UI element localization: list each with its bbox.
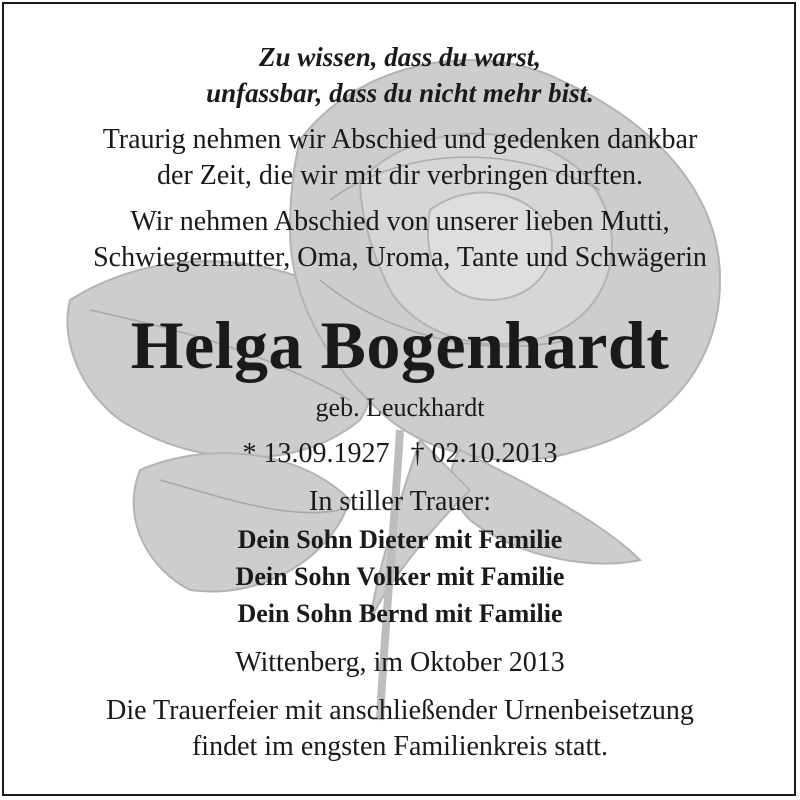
mourner-1: Dein Sohn Dieter mit Familie — [237, 525, 563, 554]
intro-line-2: der Zeit, die wir mit dir verbringen durften. — [157, 160, 643, 191]
place-date: Wittenberg, im Oktober 2013 — [235, 647, 565, 678]
mourning-heading: In stiller Trauer: — [309, 486, 491, 517]
funeral-line-1: Die Trauerfeier mit anschließender Urnenbeisetzung — [106, 695, 694, 726]
life-dates: * 13.09.1927 † 02.10.2013 — [242, 438, 558, 469]
deceased-name: Helga Bogenhardt — [130, 307, 670, 383]
birth-name: geb. Leuckhardt — [315, 393, 485, 422]
motto-line-1: Zu wissen, dass du warst, — [258, 42, 542, 72]
intro-line-1: Traurig nehmen wir Abschied und gedenken dankbar — [102, 124, 698, 155]
funeral-line-2: findet im engsten Familienkreis statt. — [191, 731, 609, 762]
intro-line-3: Wir nehmen Abschied von unserer lieben Mutti, — [130, 206, 670, 237]
mourner-3: Dein Sohn Bernd mit Familie — [237, 599, 563, 628]
mourner-2: Dein Sohn Volker mit Familie — [235, 562, 565, 591]
intro-line-4: Schwiegermutter, Oma, Uroma, Tante und Schwägerin — [93, 242, 707, 273]
motto-line-2: unfassbar, dass du nicht mehr bist. — [206, 78, 594, 108]
